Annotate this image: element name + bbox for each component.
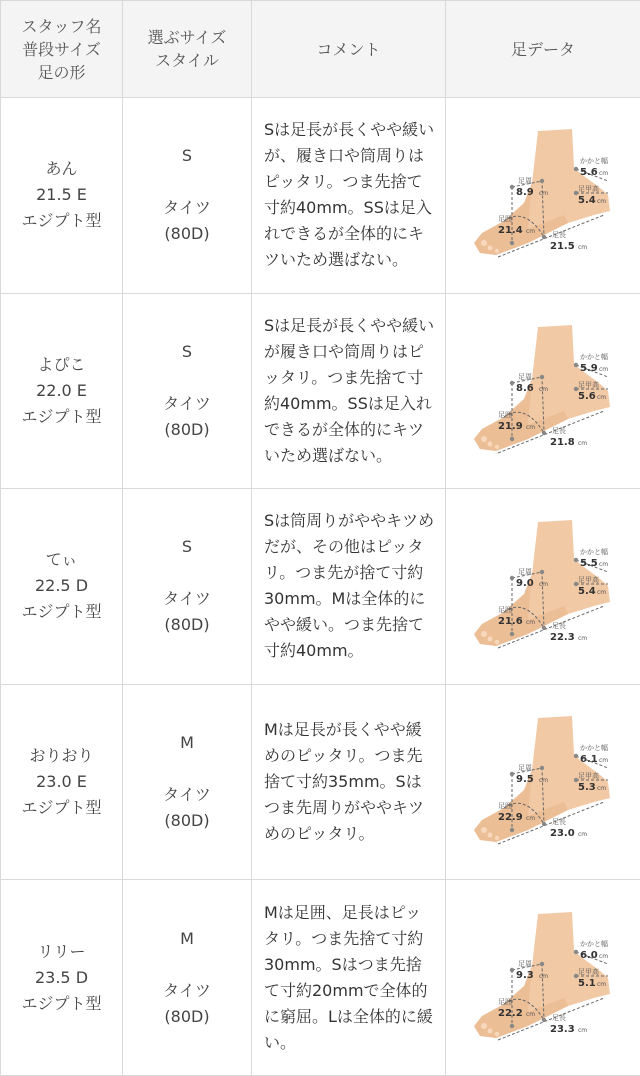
heel-unit: cm [599, 953, 608, 960]
ball-label: 足囲 [498, 605, 512, 614]
foot-diagram [468, 712, 618, 852]
ball-label: 足囲 [498, 997, 512, 1006]
length-value: 23.0 [550, 828, 575, 839]
instep-unit: cm [597, 785, 606, 792]
foot-diagram [468, 321, 618, 461]
heel-label: かかと幅 [580, 156, 608, 165]
style-name: タイツ [123, 195, 251, 221]
staff-usual-size: 23.5 D [1, 965, 122, 991]
ankle-unit: cm [539, 190, 548, 197]
heel-unit: cm [599, 366, 608, 373]
staff-usual-size: 23.0 E [1, 769, 122, 795]
staff-name: リリー [1, 939, 122, 965]
ankle-label: 足周 [518, 959, 532, 968]
ball-label: 足囲 [498, 801, 512, 810]
heel-value: 5.9 [580, 363, 598, 374]
heel-unit: cm [599, 170, 608, 177]
instep-label: 足甲高 [578, 184, 599, 193]
style-denier: (80D) [123, 1004, 251, 1030]
heel-label: かかと幅 [580, 352, 608, 361]
staff-usual-size: 22.5 D [1, 573, 122, 599]
staff-foot-shape: エジプト型 [1, 795, 122, 821]
length-label: 足長 [552, 621, 566, 630]
heel-label: かかと幅 [580, 547, 608, 556]
chosen-size: S [123, 534, 251, 560]
staff-foot-shape: エジプト型 [1, 208, 122, 234]
staff-cell [1, 98, 123, 294]
ball-unit: cm [526, 228, 535, 235]
header-comment: コメント [252, 1, 446, 98]
style-denier: (80D) [123, 417, 251, 443]
staff-name: よぴこ [1, 352, 122, 378]
length-unit: cm [578, 831, 587, 838]
comment-cell: Mは足囲、足長はピッタリ。つま先捨て寸約30mm。Sはつま先捨て寸約20mmで全体的に窮屈。Lは全体的に緩い。 [252, 880, 446, 1076]
length-value: 21.8 [550, 437, 575, 448]
style-name: タイツ [123, 978, 251, 1004]
header-staff-line2: 普段サイズ [1, 38, 122, 61]
style-denier: (80D) [123, 221, 251, 247]
staff-usual-size: 22.0 E [1, 378, 122, 404]
instep-label: 足甲高 [578, 967, 599, 976]
instep-label: 足甲高 [578, 380, 599, 389]
comment-cell: Mは足長が長くやや緩めのピッタリ。つま先捨て寸約35mm。Sはつま先周りがややキツめのピッタリ。 [252, 684, 446, 880]
chosen-size: M [123, 730, 251, 756]
comment-cell: Sは筒周りがややキツめだが、その他はピッタリ。つま先が捨て寸約30mm。Mは全体的にやや緩い。つま先捨て寸約40mm。 [252, 489, 446, 685]
staff-name: あん [1, 156, 122, 182]
staff-foot-shape: エジプト型 [1, 991, 122, 1017]
heel-unit: cm [599, 561, 608, 568]
instep-unit: cm [597, 981, 606, 988]
staff-cell [1, 489, 123, 685]
ball-label: 足囲 [498, 214, 512, 223]
length-label: 足長 [552, 1013, 566, 1022]
style-name: タイツ [123, 586, 251, 612]
size-cell [123, 489, 252, 685]
ball-unit: cm [526, 1011, 535, 1018]
ankle-value: 9.3 [516, 970, 534, 981]
ankle-label: 足周 [518, 372, 532, 381]
foot-data-cell [446, 98, 640, 294]
style-name: タイツ [123, 391, 251, 417]
size-cell [123, 98, 252, 294]
ball-unit: cm [526, 424, 535, 431]
header-size [123, 1, 252, 98]
instep-value: 5.3 [578, 782, 596, 793]
instep-value: 5.6 [578, 391, 596, 402]
ankle-value: 9.5 [516, 774, 534, 785]
chosen-size: S [123, 339, 251, 365]
heel-label: かかと幅 [580, 939, 608, 948]
instep-label: 足甲高 [578, 575, 599, 584]
ball-value: 21.9 [498, 421, 523, 432]
heel-value: 5.6 [580, 167, 598, 178]
chosen-size: S [123, 143, 251, 169]
foot-diagram [468, 516, 618, 656]
heel-value: 5.5 [580, 558, 598, 569]
ball-label: 足囲 [498, 410, 512, 419]
ball-unit: cm [526, 619, 535, 626]
staff-foot-shape: エジプト型 [1, 599, 122, 625]
staff-name: おりおり [1, 743, 122, 769]
staff-cell [1, 684, 123, 880]
header-foot-data: 足データ [446, 1, 640, 98]
length-unit: cm [578, 244, 587, 251]
ball-value: 21.6 [498, 616, 523, 627]
length-unit: cm [578, 635, 587, 642]
length-value: 23.3 [550, 1024, 575, 1035]
comment-cell: Sは足長が長くやや緩いが履き口や筒周りはピッタリ。つま先捨て寸約40mm。SSは足入れできるが全体的にキツいため選ばない。 [252, 293, 446, 489]
size-cell [123, 293, 252, 489]
size-cell [123, 684, 252, 880]
length-label: 足長 [552, 230, 566, 239]
instep-label: 足甲高 [578, 771, 599, 780]
chosen-size: M [123, 926, 251, 952]
instep-unit: cm [597, 394, 606, 401]
heel-value: 6.0 [580, 950, 598, 961]
ankle-label: 足周 [518, 763, 532, 772]
length-value: 21.5 [550, 241, 575, 252]
staff-usual-size: 21.5 E [1, 182, 122, 208]
staff-foot-shape: エジプト型 [1, 404, 122, 430]
ankle-unit: cm [539, 581, 548, 588]
ankle-unit: cm [539, 386, 548, 393]
ankle-value: 9.0 [516, 578, 534, 589]
header-staff [1, 1, 123, 98]
length-label: 足長 [552, 817, 566, 826]
style-name: タイツ [123, 782, 251, 808]
heel-value: 6.1 [580, 754, 598, 765]
table-row [1, 98, 640, 294]
foot-data-cell [446, 880, 640, 1076]
instep-unit: cm [597, 198, 606, 205]
header-size-line1: 選ぶサイズ [123, 26, 251, 49]
ankle-label: 足周 [518, 176, 532, 185]
comment-cell: Sは足長が長くやや緩いが、履き口や筒周りはピッタリ。つま先捨て寸約40mm。SSは足入れできるが全体的にキツいため選ばない。 [252, 98, 446, 294]
ankle-value: 8.6 [516, 383, 534, 394]
header-staff-line3: 足の形 [1, 61, 122, 84]
instep-unit: cm [597, 589, 606, 596]
length-unit: cm [578, 1027, 587, 1034]
length-unit: cm [578, 440, 587, 447]
ankle-unit: cm [539, 777, 548, 784]
length-value: 22.3 [550, 632, 575, 643]
table-body [1, 98, 640, 1076]
foot-diagram [468, 908, 618, 1048]
instep-value: 5.4 [578, 586, 596, 597]
table-row [1, 489, 640, 685]
ankle-unit: cm [539, 973, 548, 980]
ball-value: 21.4 [498, 225, 523, 236]
foot-data-cell [446, 684, 640, 880]
length-label: 足長 [552, 426, 566, 435]
style-denier: (80D) [123, 808, 251, 834]
foot-data-cell [446, 489, 640, 685]
staff-cell [1, 293, 123, 489]
ball-value: 22.9 [498, 812, 523, 823]
ankle-value: 8.9 [516, 187, 534, 198]
table-row [1, 293, 640, 489]
header-staff-line1: スタッフ名 [1, 15, 122, 38]
heel-label: かかと幅 [580, 743, 608, 752]
instep-value: 5.1 [578, 978, 596, 989]
foot-data-cell [446, 293, 640, 489]
header-size-line2: スタイル [123, 49, 251, 72]
staff-name: てぃ [1, 547, 122, 573]
heel-unit: cm [599, 757, 608, 764]
style-denier: (80D) [123, 612, 251, 638]
table-row [1, 880, 640, 1076]
table-header [1, 1, 640, 98]
ball-unit: cm [526, 815, 535, 822]
staff-cell [1, 880, 123, 1076]
ankle-label: 足周 [518, 567, 532, 576]
table-row [1, 684, 640, 880]
instep-value: 5.4 [578, 195, 596, 206]
foot-diagram [468, 125, 618, 265]
size-cell [123, 880, 252, 1076]
ball-value: 22.2 [498, 1008, 523, 1019]
